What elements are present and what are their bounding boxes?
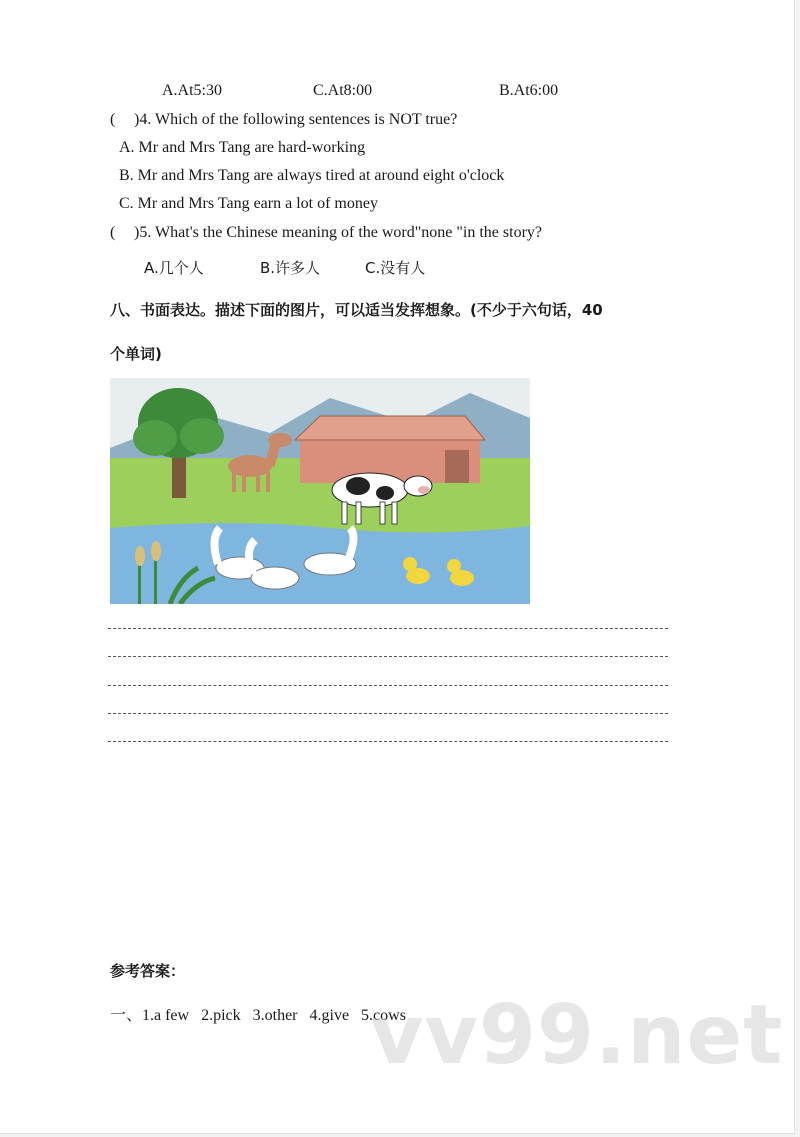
answers-title: 参考答案：: [110, 962, 186, 980]
writing-line[interactable]: [108, 628, 668, 629]
q3-option-a: A.At5:30: [162, 82, 222, 99]
answers-line-1: 一、1.a few 2.pick 3.other 4.give 5.cows: [110, 1007, 406, 1024]
q3-option-c: C.At8:00: [313, 82, 373, 99]
q3-option-b: B.At6:00: [499, 82, 559, 99]
q4-question: )4. Which of the following sentences is NOT true?: [134, 111, 458, 128]
q5-option-b: B.许多人: [260, 259, 321, 277]
farm-picture: [110, 378, 530, 604]
q5-question: )5. What's the Chinese meaning of the word"none "in the story?: [134, 224, 542, 241]
writing-line[interactable]: [108, 685, 668, 686]
section8-title-continued: 个单词): [110, 345, 162, 363]
q5-option-a: A.几个人: [144, 259, 204, 277]
q4-option-b: B. Mr and Mrs Tang are always tired at around eight o'clock: [119, 167, 505, 184]
section8-title: 八、书面表达。描述下面的图片，可以适当发挥想象。(不少于六句话，40: [110, 301, 603, 319]
writing-line[interactable]: [108, 741, 668, 742]
watermark: vv99.net: [370, 988, 784, 1083]
writing-line[interactable]: [108, 656, 668, 657]
q5-bracket: (: [110, 224, 116, 241]
writing-line[interactable]: [108, 713, 668, 714]
q4-option-c: C. Mr and Mrs Tang earn a lot of money: [119, 195, 378, 212]
q4-bracket: (: [110, 111, 116, 128]
q4-option-a: A. Mr and Mrs Tang are hard-working: [119, 139, 366, 156]
q5-option-c: C.没有人: [365, 259, 426, 277]
